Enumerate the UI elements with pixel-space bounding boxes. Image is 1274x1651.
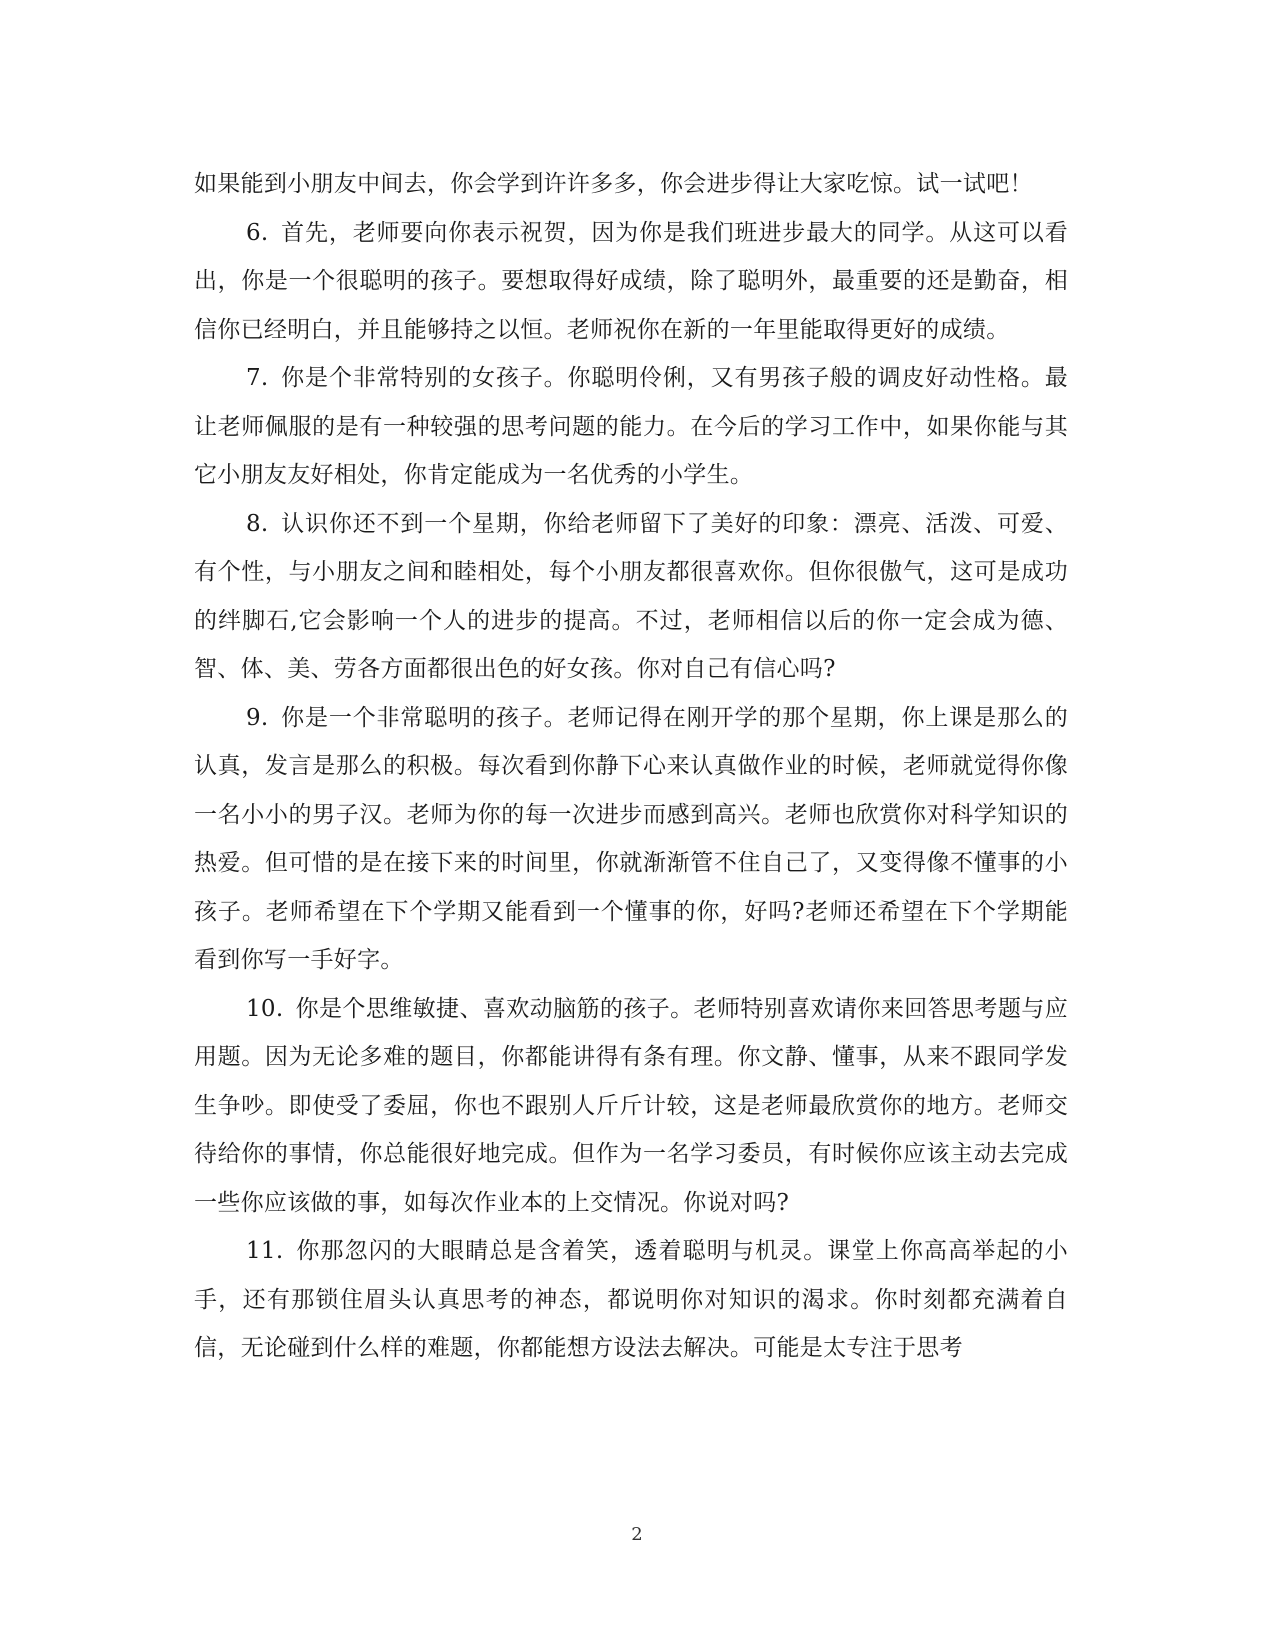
item-number: 11. [246,1238,284,1264]
paragraph-text: 如果能到小朋友中间去，你会学到许许多多，你会进步得让大家吃惊。试一试吧！ [194,171,1033,197]
page-number: 2 [631,1524,643,1545]
paragraph-text: 首先，老师要向你表示祝贺，因为你是我们班进步最大的同学。从这可以看出，你是一个很聪明的孩子。要想取得好成绩，除了聪明外，最重要的还是勤奋，相信你已经明白，并且能够持之以恒。老师祝你在新的一年里能取得更好的成绩。 [194,219,1068,343]
paragraph-item-7 [194,354,1068,500]
item-number: 9. [246,704,269,731]
document-body [194,160,1068,1373]
paragraph-item-6 [194,209,1068,355]
paragraph-item-9 [194,694,1068,985]
paragraph-text: 你那忽闪的大眼睛总是含着笑，透着聪明与机灵。课堂上你高高举起的小手，还有那锁住眉头认真思考的神态，都说明你对知识的渴求。你时刻都充满着自信，无论碰到什么样的难题，你都能想方设法去解决。可能是太专注于思考 [194,1238,1068,1361]
item-number: 7. [246,365,269,391]
item-number: 10. [246,995,284,1022]
paragraph-text: 你是个思维敏捷、喜欢动脑筋的孩子。老师特别喜欢请你来回答思考题与应用题。因为无论多难的题目，你都能讲得有条有理。你文静、懂事，从来不跟同学发生争吵。即使受了委屈，你也不跟别人斤斤计较，这是老师最欣赏你的地方。老师交待给你的事情，你总能很好地完成。但作为一名学习委员，有时候你应该主动去完成一些你应该做的事，如每次作业本的上交情况。你说对吗? [194,995,1068,1216]
item-number: 8. [246,510,269,537]
paragraph-item-10 [194,985,1068,1228]
paragraph-item-8 [194,500,1068,694]
paragraph-text: 你是一个非常聪明的孩子。老师记得在刚开学的那个星期，你上课是那么的认真，发言是那么的积极。每次看到你静下心来认真做作业的时候，老师就觉得你像一名小小的男子汉。老师为你的每一次进步而感到高兴。老师也欣赏你对科学知识的热爱。但可惜的是在接下来的时间里，你就渐渐管不住自己了，又变得像不懂事的小孩子。老师希望在下个学期又能看到一个懂事的你，好吗?老师还希望在下个学期能看到你写一手好字。 [194,704,1068,973]
paragraph-text: 你是个非常特别的女孩子。你聪明伶俐，又有男孩子般的调皮好动性格。最让老师佩服的是有一种较强的思考问题的能力。在今后的学习工作中，如果你能与其它小朋友友好相处，你肯定能成为一名优秀的小学生。 [194,365,1068,488]
paragraph-text: 认识你还不到一个星期，你给老师留下了美好的印象：漂亮、活泼、可爱、有个性，与小朋友之间和睦相处，每个小朋友都很喜欢你。但你很傲气，这可是成功的绊脚石,它会影响一个人的进步的提高。不过，老师相信以后的你一定会成为德、智、体、美、劳各方面都很出色的好女孩。你对自己有信心吗? [194,510,1068,682]
paragraph-continued [194,160,1068,209]
item-number: 6. [246,219,269,246]
paragraph-item-11 [194,1227,1068,1373]
